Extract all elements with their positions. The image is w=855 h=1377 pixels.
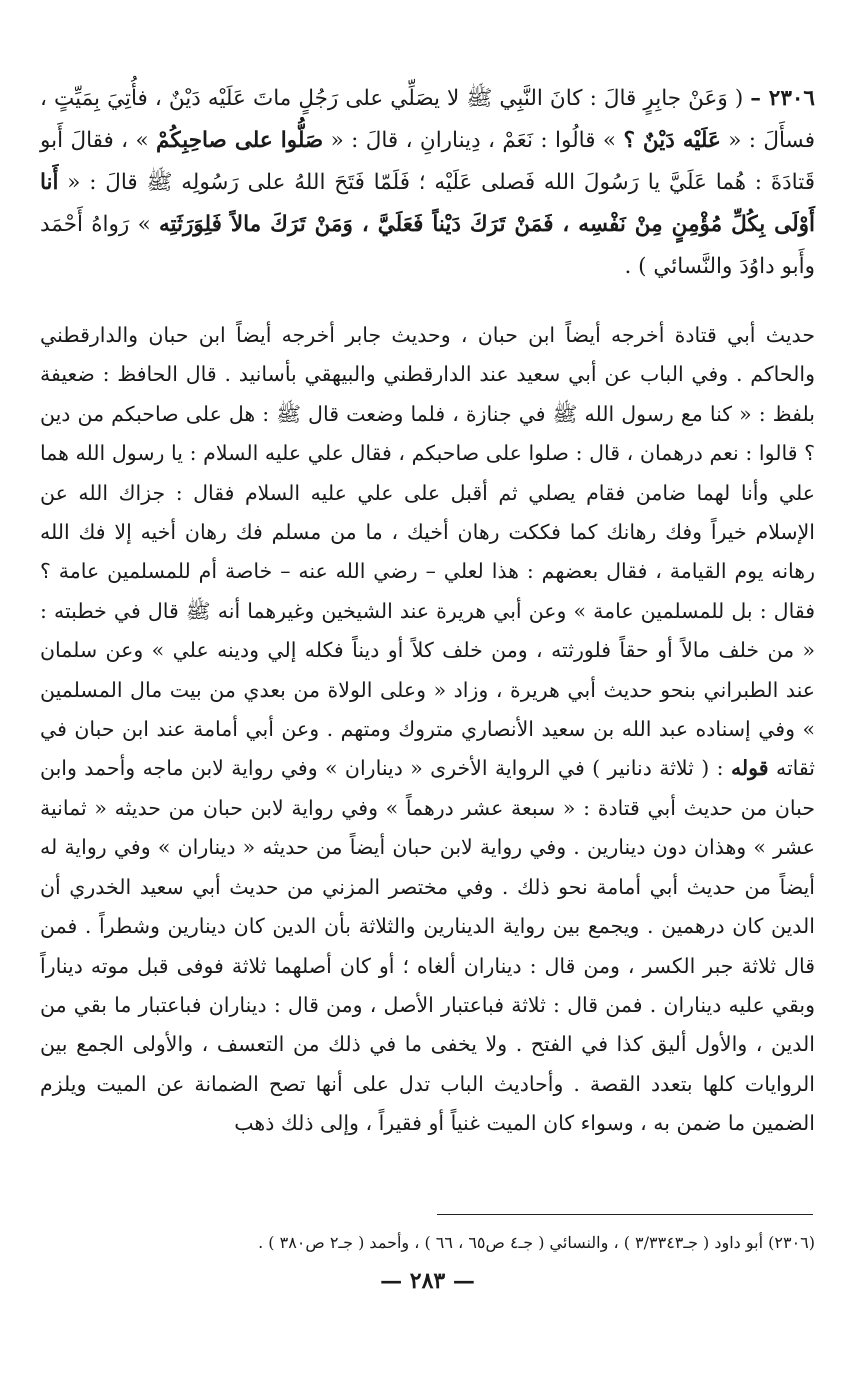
footnote: (٢٣٠٦) أبو داود ( جـ٣/٣٣٤٣ ) ، والنسائي ( جـ٤ ص٦٥ ، ٦٦ ) ، وأحمد ( جـ٢ ص٣٨٠ ) . (258, 1233, 815, 1252)
commentary-part-2: : ( ثلاثة دنانير ) في الرواية الأخرى « ديناران » وفي رواية لابن ماجه وأحمد وابن حبان من حديث أبي قتادة : « سبعة عشر درهماً » وفي رواية لابن حبان من حديثه « ثمانية عشر » وهذان دون دينارين . وفي رواية لابن حبان أيضاً من حديثه « ديناران » وفي رواية له أيضاً من حديث أبي أمامة نحو ذلك . وفي مختصر المزني من حديث أبي سعيد الخدري أن الدين كان درهمين . ويجمع بين رواية الدينارين والثلاثة بأن الدين كان دينارين وشطراً . فمن قال ثلاثة جبر الكسر ، ومن قال : ديناران ألغاه ؛ أو كان أصلهما ثلاثة فوفى قبل موته ديناراً وبقي عليه ديناران . فمن قال : ثلاثة فباعتبار الأصل ، ومن قال : ديناران فباعتبار ما بقي من الدين ، والأول أليق كذا في الفتح . ولا يخفى ما في ذلك من التعسف ، والأولى الجمع بين الروايات كلها بتعدد القصة . وأحاديث الباب تدل على أنها تصح الضمانة عن الميت ويلزم الضمين ما ضمن به ، وسواء كان الميت غنياً أو فقيراً ، وإلى ذلك ذهب (40, 756, 815, 1136)
hadith-part-1: ( وَعَنْ جابِرٍ قالَ : كانَ النَّبِي ﷺ لا يصَلِّي على رَجُلٍ ماتَ عَلَيْه دَيْنٌ ، فأُتِيَ بِمَيِّتٍ ، فسأَلَ : « (40, 86, 815, 153)
hadith-bold-2: صَلُّوا على صاحِبِكُمْ (156, 128, 324, 153)
hadith-number: ٢٣٠٦ – (750, 86, 815, 111)
footnote-divider (437, 1214, 813, 1215)
page-body (40, 78, 815, 1144)
hadith-part-2: » قالُوا : نَعَمْ ، دِينارانِ ، قالَ : « (323, 128, 624, 153)
commentary-text (40, 316, 815, 1144)
hadith-bold-1: عَلَيْه دَيْنٌ ؟ (623, 128, 721, 153)
commentary-bold: قوله (730, 756, 769, 781)
hadith-part-4: » رَواهُ أَحْمَد وأَبو داوُدَ والنَّسائي ) . (40, 212, 815, 279)
hadith-text (40, 78, 815, 288)
commentary-part-1: حديث أبي قتادة أخرجه أيضاً ابن حبان ، وحديث جابر أخرجه أيضاً ابن حبان والدارقطني والحاكم . وفي الباب عن أبي سعيد عند الدارقطني والبيهقي بأسانيد . قال الحافظ : ضعيفة بلفظ : « كنا مع رسول الله ﷺ في جنازة ، فلما وضعت قال ﷺ : هل على صاحبكم من دين ؟ قالوا : نعم درهمان ، قال : صلوا على صاحبكم ، فقال علي عليه السلام : يا رسول الله هما علي وأنا لهما ضامن فقام يصلي ثم أقبل على علي عليه السلام فقال : جزاك الله عن الإسلام خيراً وفك رهانك كما فككت رهان أخيك ، ما من مسلم فك رهان أخيه إلا فك الله رهانه يوم القيامة ، فقال بعضهم : هذا لعلي – رضي الله عنه – خاصة أم للمسلمين عامة ؟ فقال : بل للمسلمين عامة » وعن أبي هريرة عند الشيخين وغيرهما أنه ﷺ قال في خطبته : « من خلف مالاً أو حقاً فلورثته ، ومن خلف كلاً أو ديناً فكله إلي ودينه علي » وعن سلمان عند الطبراني بنحو حديث أبي هريرة ، وزاد « وعلى الولاة من بعدي من بيت مال المسلمين » وفي إسناده عبد الله بن سعيد الأنصاري متروك ومتهم . وعن أبي أمامة عند ابن حبان في ثقاته (40, 323, 815, 781)
hadith-bold-3: أَنا أَوْلَى بِكُلِّ مُؤْمِنٍ مِنْ نَفْسِه ، فَمَنْ تَرَكَ دَيْناً فَعَلَيَّ ، وَمَنْ تَرَكَ مالاً فَلِوَرَثَتِه (40, 170, 815, 237)
hadith-part-3: » ، فقالَ أَبو قَتادَةَ : هُما عَلَيَّ يا رَسُولَ الله فَصلى عَلَيْه ؛ فَلَمّا فَتَحَ اللهُ على رَسُولِه ﷺ قالَ : « (40, 128, 815, 195)
page-number: — ٢٨٣ — (380, 1268, 475, 1294)
